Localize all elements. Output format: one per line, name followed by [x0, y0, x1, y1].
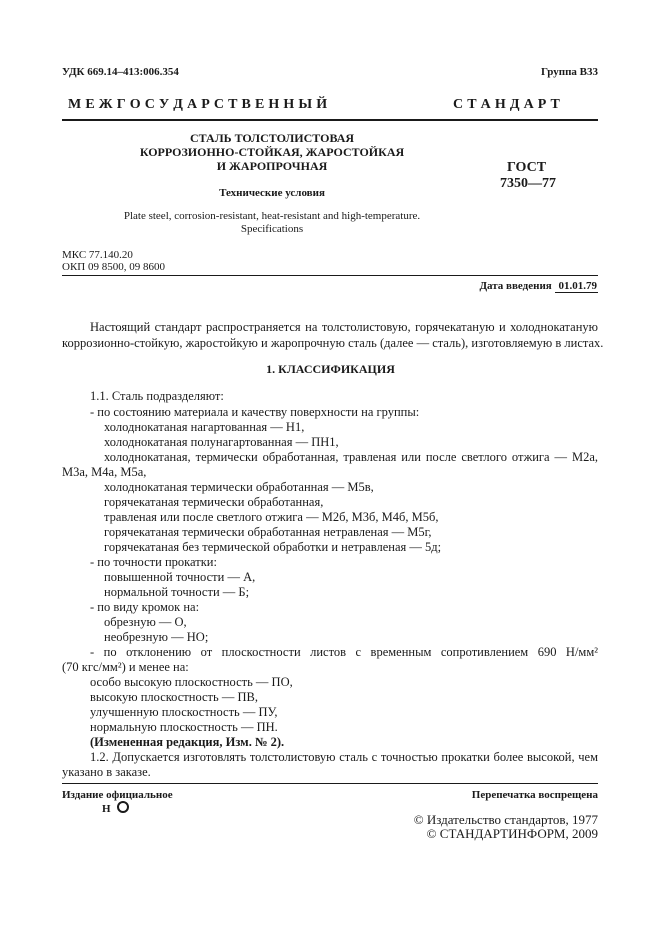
group-code: Группа В33 — [540, 66, 598, 78]
clause-1-2-cont: указано в заказе. — [62, 765, 151, 779]
edition-mark — [102, 801, 129, 815]
gost-number: 7350—77 — [500, 176, 556, 191]
list-item: горячекатаная термически обработанная, — [104, 495, 324, 509]
list-item: нормальной точности — Б; — [104, 585, 250, 599]
copyright-1977: © Издательство стандартов, 1977 — [413, 812, 598, 827]
list-item: обрезную — О, — [104, 615, 187, 629]
list-item: особо высокую плоскостность — ПО, — [90, 675, 293, 689]
title-line-2: КОРРОЗИОННО-СТОЙКАЯ, ЖАРОСТОЙКАЯ — [139, 145, 405, 159]
list-item: холоднокатаная, термически обработанная, травленая или после светлого отжига — М2а, — [104, 450, 598, 464]
amendment-note: (Измененная редакция, Изм. № 2). — [90, 735, 285, 749]
banner-standard: С Т А Н Д А Р Т — [453, 97, 561, 112]
subtitle: Технические условия — [219, 187, 325, 199]
ring-icon — [117, 801, 129, 813]
list-item: М3а, М4а, М5а, — [62, 465, 147, 479]
list-item: - по отклонению от плоскостности листов с временным сопротивлением 690 Н/мм² — [90, 645, 598, 659]
list-item: травленая или после светлого отжига — М2б, М3б, М4б, М5б, — [104, 510, 439, 524]
udk-code: УДК 669.14–413:006.354 — [62, 66, 179, 78]
list-item: холоднокатаная нагартованная — Н1, — [104, 420, 305, 434]
list-item: - по виду кромок на: — [90, 600, 200, 614]
reprint-notice: Перепечатка воспрещена — [471, 789, 598, 801]
mks-code: МКС 77.140.20 — [62, 249, 133, 261]
english-title-line-2: Specifications — [240, 223, 304, 235]
list-item: - по состоянию материала и качеству поверхности на группы: — [90, 405, 420, 419]
list-item: горячекатаная термически обработанная нетравленая — М5г, — [104, 525, 432, 539]
intro-line-1: Настоящий стандарт распространяется на толстолистовую, горячекатаную и холоднокатаную — [90, 320, 598, 334]
effective-date-value: 01.01.79 — [555, 280, 599, 293]
list-item: нормальную плоскостность — ПН. — [90, 720, 278, 734]
list-item: необрезную — НО; — [104, 630, 209, 644]
official-edition: Издание официальное — [62, 789, 173, 801]
effective-date-label: Дата введения — [479, 280, 552, 292]
list-item: повышенной точности — А, — [104, 570, 256, 584]
list-item: горячекатаная без термической обработки и нетравленая — 5д; — [104, 540, 442, 554]
banner-rule — [62, 119, 598, 121]
list-item: холоднокатаная термически обработанная — М5в, — [104, 480, 374, 494]
list-item: (70 кгс/мм²) и менее на: — [62, 660, 189, 674]
intro-line-2: коррозионно-стойкую, жаростойкую и жаропрочную сталь (далее — сталь), изготовляемую в листах. — [62, 336, 604, 350]
title-line-1: СТАЛЬ ТОЛСТОЛИСТОВАЯ — [189, 131, 355, 145]
list-item: высокую плоскостность — ПВ, — [90, 690, 258, 704]
effective-date — [479, 280, 598, 293]
list-item: холоднокатаная полунагартованная — ПН1, — [104, 435, 339, 449]
english-title-line-1: Plate steel, corrosion-resistant, heat-resistant and high-temperature. — [123, 210, 421, 222]
title-line-3: И ЖАРОПРОЧНАЯ — [216, 159, 328, 173]
list-item: улучшенную плоскостность — ПУ, — [90, 705, 278, 719]
footer-rule — [62, 783, 598, 784]
clause-1-2: 1.2. Допускается изготовлять толстолистовую сталь с точностью прокатки более высокой, чем — [90, 750, 598, 764]
section-heading: 1. КЛАССИФИКАЦИЯ — [266, 362, 395, 376]
copyright-2009: © СТАНДАРТИНФОРМ, 2009 — [426, 826, 598, 841]
okp-code: ОКП 09 8500, 09 8600 — [62, 261, 165, 273]
banner-interstate: М Е Ж Г О С У Д А Р С Т В Е Н Н Ы Й — [68, 97, 328, 112]
list-item: - по точности прокатки: — [90, 555, 217, 569]
clause-1-1: 1.1. Сталь подразделяют: — [90, 389, 224, 403]
gost-label: ГОСТ — [507, 160, 547, 175]
codes-rule — [62, 275, 598, 276]
edition-mark-letter: Н — [102, 803, 111, 815]
